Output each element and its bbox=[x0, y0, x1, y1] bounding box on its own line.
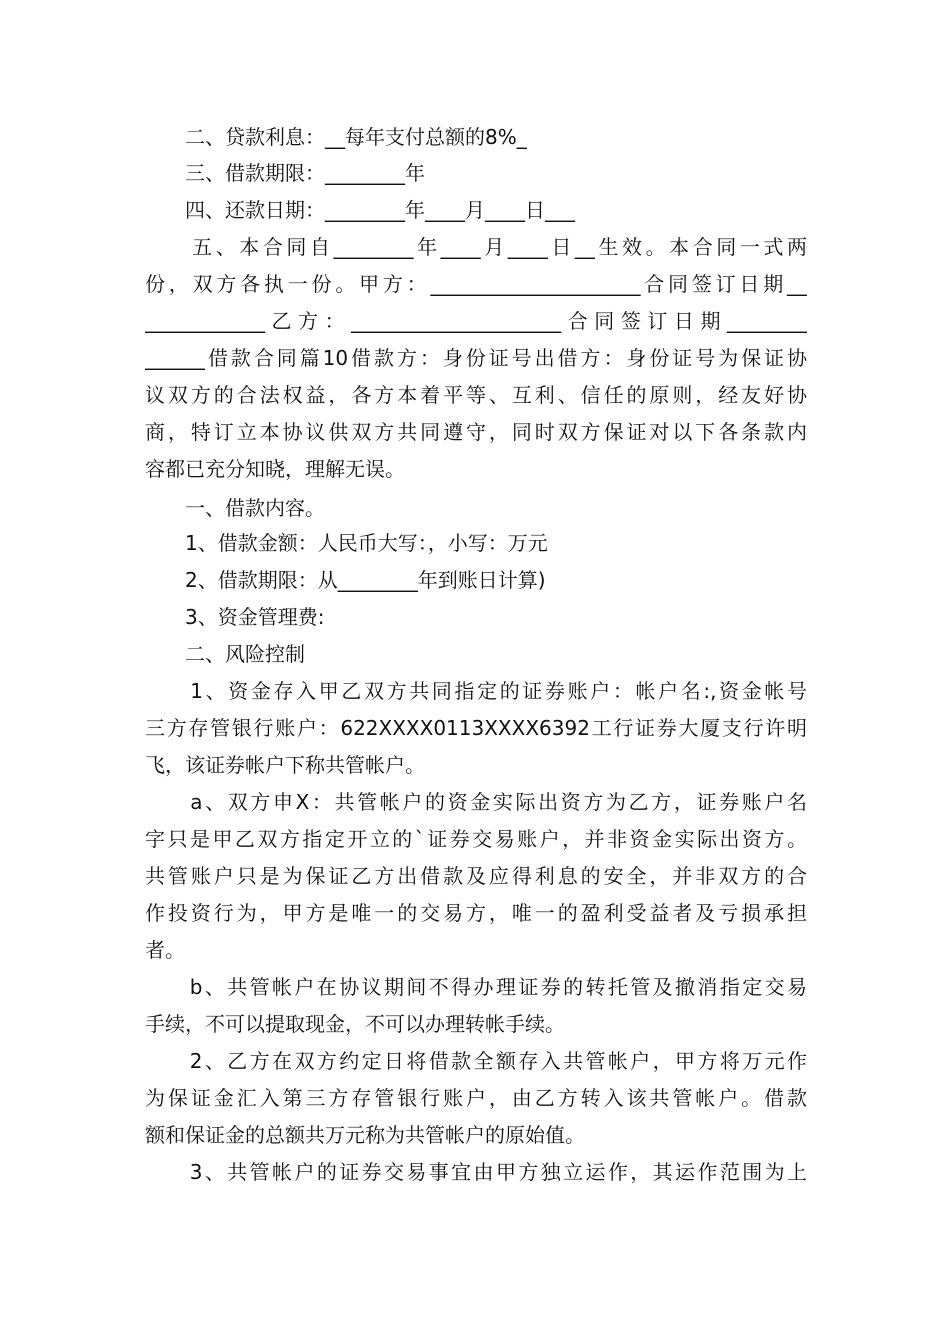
text-line: 飞，该证券帐户下称共管帐户。 bbox=[145, 753, 425, 777]
text-line: 1、借款金额：人民币大写：，小写：万元 bbox=[145, 531, 548, 555]
text-line: 一、借款内容。 bbox=[145, 496, 325, 520]
text-line: 额和保证金的总额共万元称为共管帐户的原始值。 bbox=[145, 1123, 585, 1147]
text-line: ____________乙方：_____________________合同签订日期________ bbox=[145, 309, 807, 333]
text-line: 字只是甲乙双方指定开立的`证券交易账户，并非资金实际出资方。 bbox=[145, 827, 807, 851]
text-line: 份，双方各执一份。甲方：_____________________合同签订日期__ bbox=[145, 272, 807, 296]
text-line: 为保证金汇入第三方存管银行账户，由乙方转入该共管帐户。借款 bbox=[145, 1086, 807, 1110]
text-line: 商，特订立本协议供双方共同遵守，同时双方保证对以下各条款内 bbox=[145, 420, 807, 444]
text-line: 手续，不可以提取现金，不可以办理转帐手续。 bbox=[145, 1012, 565, 1036]
text-line: 共管账户只是为保证乙方出借款及应得利息的安全，并非双方的合 bbox=[145, 864, 807, 888]
text-line: 3、共管帐户的证券交易事宜由甲方独立运作，其运作范围为上 bbox=[145, 1160, 807, 1184]
text-line: 三、借款期限：________年 bbox=[145, 161, 425, 185]
text-line: 1、资金存入甲乙双方共同指定的证券账户：帐户名:,资金帐号 bbox=[145, 679, 807, 703]
text-line: 议双方的合法权益，各方本着平等、互利、信任的原则，经友好协 bbox=[145, 383, 807, 407]
text-line: 2、借款期限：从________年到账日计算) bbox=[145, 568, 546, 592]
text-line: 2、乙方在双方约定日将借款全额存入共管帐户，甲方将万元作 bbox=[145, 1049, 807, 1073]
text-line: ______借款合同篇10借款方：身份证号出借方：身份证号为保证协 bbox=[145, 346, 807, 370]
text-line: 者。 bbox=[145, 938, 185, 962]
text-line: 四、还款日期：________年____月____日___ bbox=[145, 198, 575, 222]
text-line: b、共管帐户在协议期间不得办理证券的转托管及撤消指定交易 bbox=[145, 975, 807, 999]
text-line: 二、贷款利息：__每年支付总额的8%_ bbox=[145, 125, 527, 149]
text-line: 五、本合同自________年____月____日__生效。本合同一式两 bbox=[145, 235, 807, 259]
text-line: 容都已充分知晓，理解无误。 bbox=[145, 457, 405, 481]
text-line: 作投资行为，甲方是唯一的交易方，唯一的盈利受益者及亏损承担 bbox=[145, 901, 807, 925]
text-line: 三方存管银行账户：622XXXX0113XXXX6392工行证券大厦支行许明 bbox=[145, 716, 807, 740]
text-line: 3、资金管理费: bbox=[145, 605, 325, 629]
text-line: a、双方申X：共管帐户的资金实际出资方为乙方，证券账户名 bbox=[145, 790, 807, 814]
text-line: 二、风险控制 bbox=[145, 642, 305, 666]
